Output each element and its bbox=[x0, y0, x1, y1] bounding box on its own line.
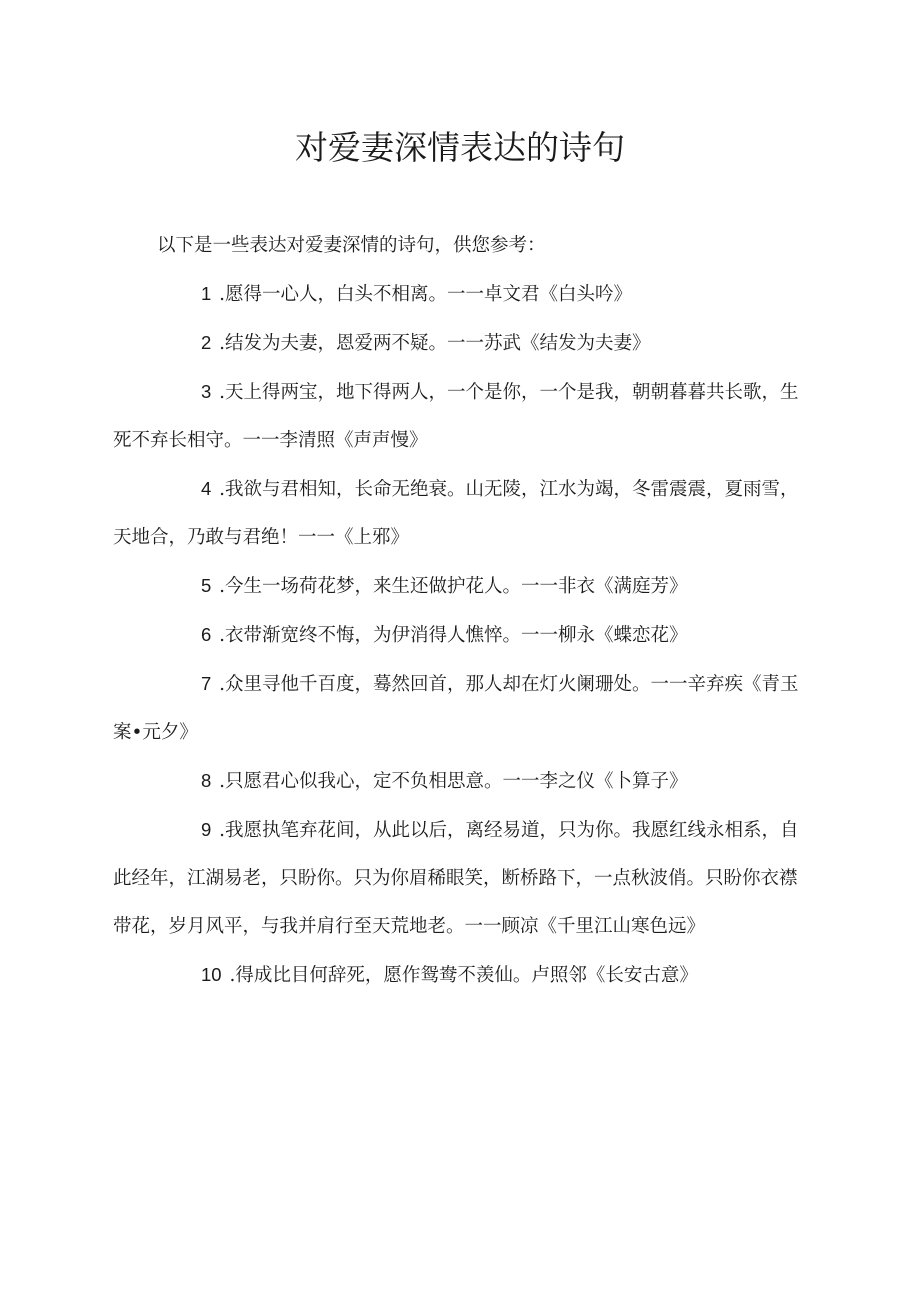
item-text: .结发为夫妻，恩爱两不疑。一一苏武《结发为夫妻》 bbox=[213, 333, 651, 354]
item-text: .今生一场荷花梦，来生还做护花人。一一非衣《满庭芳》 bbox=[213, 576, 688, 597]
item-number: 2 bbox=[201, 332, 212, 353]
item-text: .衣带渐宽终不悔，为伊消得人憔悴。一一柳永《蝶恋花》 bbox=[213, 625, 688, 646]
item-text: .只愿君心似我心，定不负相思意。一一李之仪《卜算子》 bbox=[213, 771, 688, 792]
poem-item-10 bbox=[113, 951, 813, 1000]
item-text: .众里寻他千百度，蓦然回首，那人却在灯火阑珊处。一一辛弃疾《青玉案•元夕》 bbox=[113, 674, 799, 743]
item-text: .我愿执笔弃花间，从此以后，离经易道，只为你。我愿红线永相系，自此经年，江湖易老，只盼你。只为你眉稀眼笑，断桥路下，一点秋波俏。只盼你衣襟带花，岁月风平，与我并肩行至天荒地老。一一顾凉《千里江山寒色远》 bbox=[113, 820, 799, 937]
item-number: 7 bbox=[201, 673, 212, 694]
document-body bbox=[113, 222, 813, 1000]
item-text: .愿得一心人，白头不相离。一一卓文君《白头吟》 bbox=[213, 284, 633, 305]
poem-item-5 bbox=[113, 562, 813, 611]
poem-item-7 bbox=[113, 660, 813, 757]
item-number: 6 bbox=[201, 624, 212, 645]
item-number: 1 bbox=[201, 283, 212, 304]
poem-item-8 bbox=[113, 757, 813, 806]
poem-item-1 bbox=[113, 270, 813, 319]
poem-item-3 bbox=[113, 368, 813, 465]
page-title: 对爱妻深情表达的诗句 bbox=[295, 128, 625, 167]
item-number: 5 bbox=[201, 575, 212, 596]
poem-item-6 bbox=[113, 611, 813, 660]
item-text: .得成比目何辞死，愿作鸳鸯不羡仙。卢照邻《长安古意》 bbox=[223, 965, 698, 986]
poem-item-2 bbox=[113, 319, 813, 368]
item-text: .我欲与君相知，长命无绝衰。山无陵，江水为竭，冬雷震震，夏雨雪，天地合，乃敢与君绝！一一《上邪》 bbox=[113, 479, 799, 548]
item-text: .天上得两宝，地下得两人，一个是你，一个是我，朝朝暮暮共长歌，生死不弃长相守。一一李清照《声声慢》 bbox=[113, 382, 799, 451]
item-number: 3 bbox=[201, 381, 212, 402]
poem-item-9 bbox=[113, 806, 813, 951]
intro-paragraph: 以下是一些表达对爱妻深情的诗句，供您参考： bbox=[157, 235, 546, 256]
poem-item-4 bbox=[113, 465, 813, 562]
item-number: 8 bbox=[201, 770, 212, 791]
item-number: 9 bbox=[201, 819, 212, 840]
item-number: 10 bbox=[201, 964, 222, 985]
item-number: 4 bbox=[201, 478, 212, 499]
